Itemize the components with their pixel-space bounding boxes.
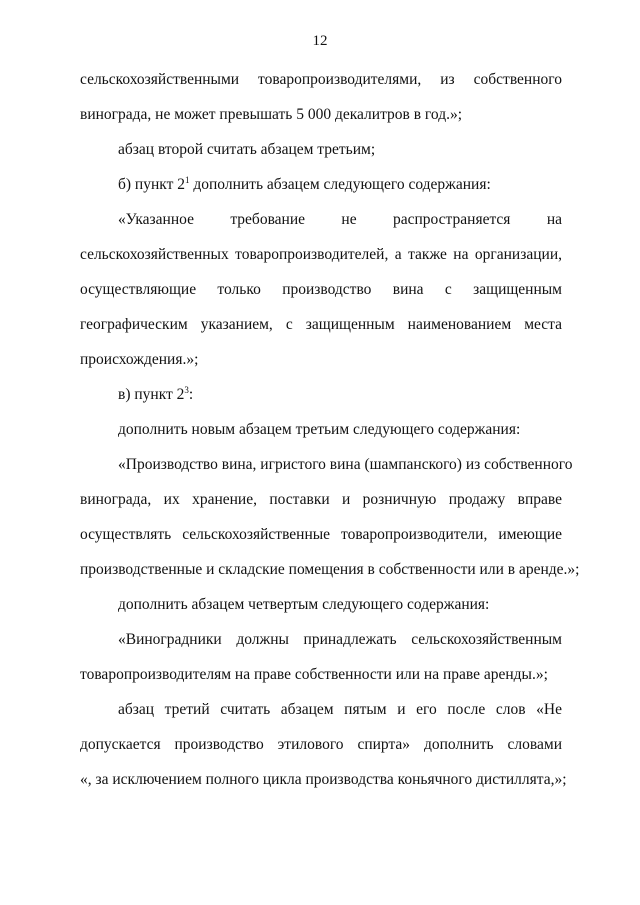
text-segment: в) пункт 2 — [118, 386, 185, 403]
superscript: 1 — [185, 175, 190, 185]
text-line: происхождения.»; — [80, 351, 199, 368]
text-line: дополнить абзацем четвертым следующего содержания: — [118, 596, 490, 613]
text-line: географическим указанием, с защищенным наименованием места — [80, 316, 562, 333]
text-segment: дополнить абзацем следующего содержания: — [189, 176, 491, 193]
text-line: осуществлять сельскохозяйственные товаропроизводители, имеющие — [80, 526, 562, 543]
text-line: абзац второй считать абзацем третьим; — [118, 141, 376, 158]
text-line: сельскохозяйственными товаропроизводителями, из собственного — [80, 71, 562, 88]
text-line — [118, 385, 193, 405]
text-line: абзац третий считать абзацем пятым и его после слов «Не — [118, 701, 562, 718]
text-line: «Производство вина, игристого вина (шампанского) из собственного — [118, 456, 573, 473]
text-line: «Виноградники должны принадлежать сельскохозяйственным — [118, 631, 562, 648]
text-line — [118, 175, 491, 195]
text-line: винограда, их хранение, поставки и розничную продажу вправе — [80, 491, 562, 508]
text-line: производственные и складские помещения в собственности или в аренде.»; — [80, 561, 580, 578]
text-line: товаропроизводителям на праве собственности или на праве аренды.»; — [80, 666, 548, 683]
text-segment: б) пункт 2 — [118, 176, 185, 193]
superscript: 3 — [184, 385, 189, 395]
text-line: допускается производство этилового спирта» дополнить словами — [80, 736, 562, 753]
text-line: винограда, не может превышать 5 000 декалитров в год.»; — [80, 106, 463, 123]
text-line: сельскохозяйственных товаропроизводителей, а также на организации, — [80, 246, 562, 263]
text-segment: : — [188, 386, 194, 403]
text-line: «Указанное требование не распространяется на — [118, 211, 562, 228]
text-line: дополнить новым абзацем третьим следующего содержания: — [118, 421, 521, 438]
page-number: 12 — [312, 33, 328, 49]
text-line: осуществляющие только производство вина с защищенным — [80, 281, 562, 298]
text-line: «, за исключением полного цикла производства коньячного дистиллята,»; — [80, 771, 567, 788]
